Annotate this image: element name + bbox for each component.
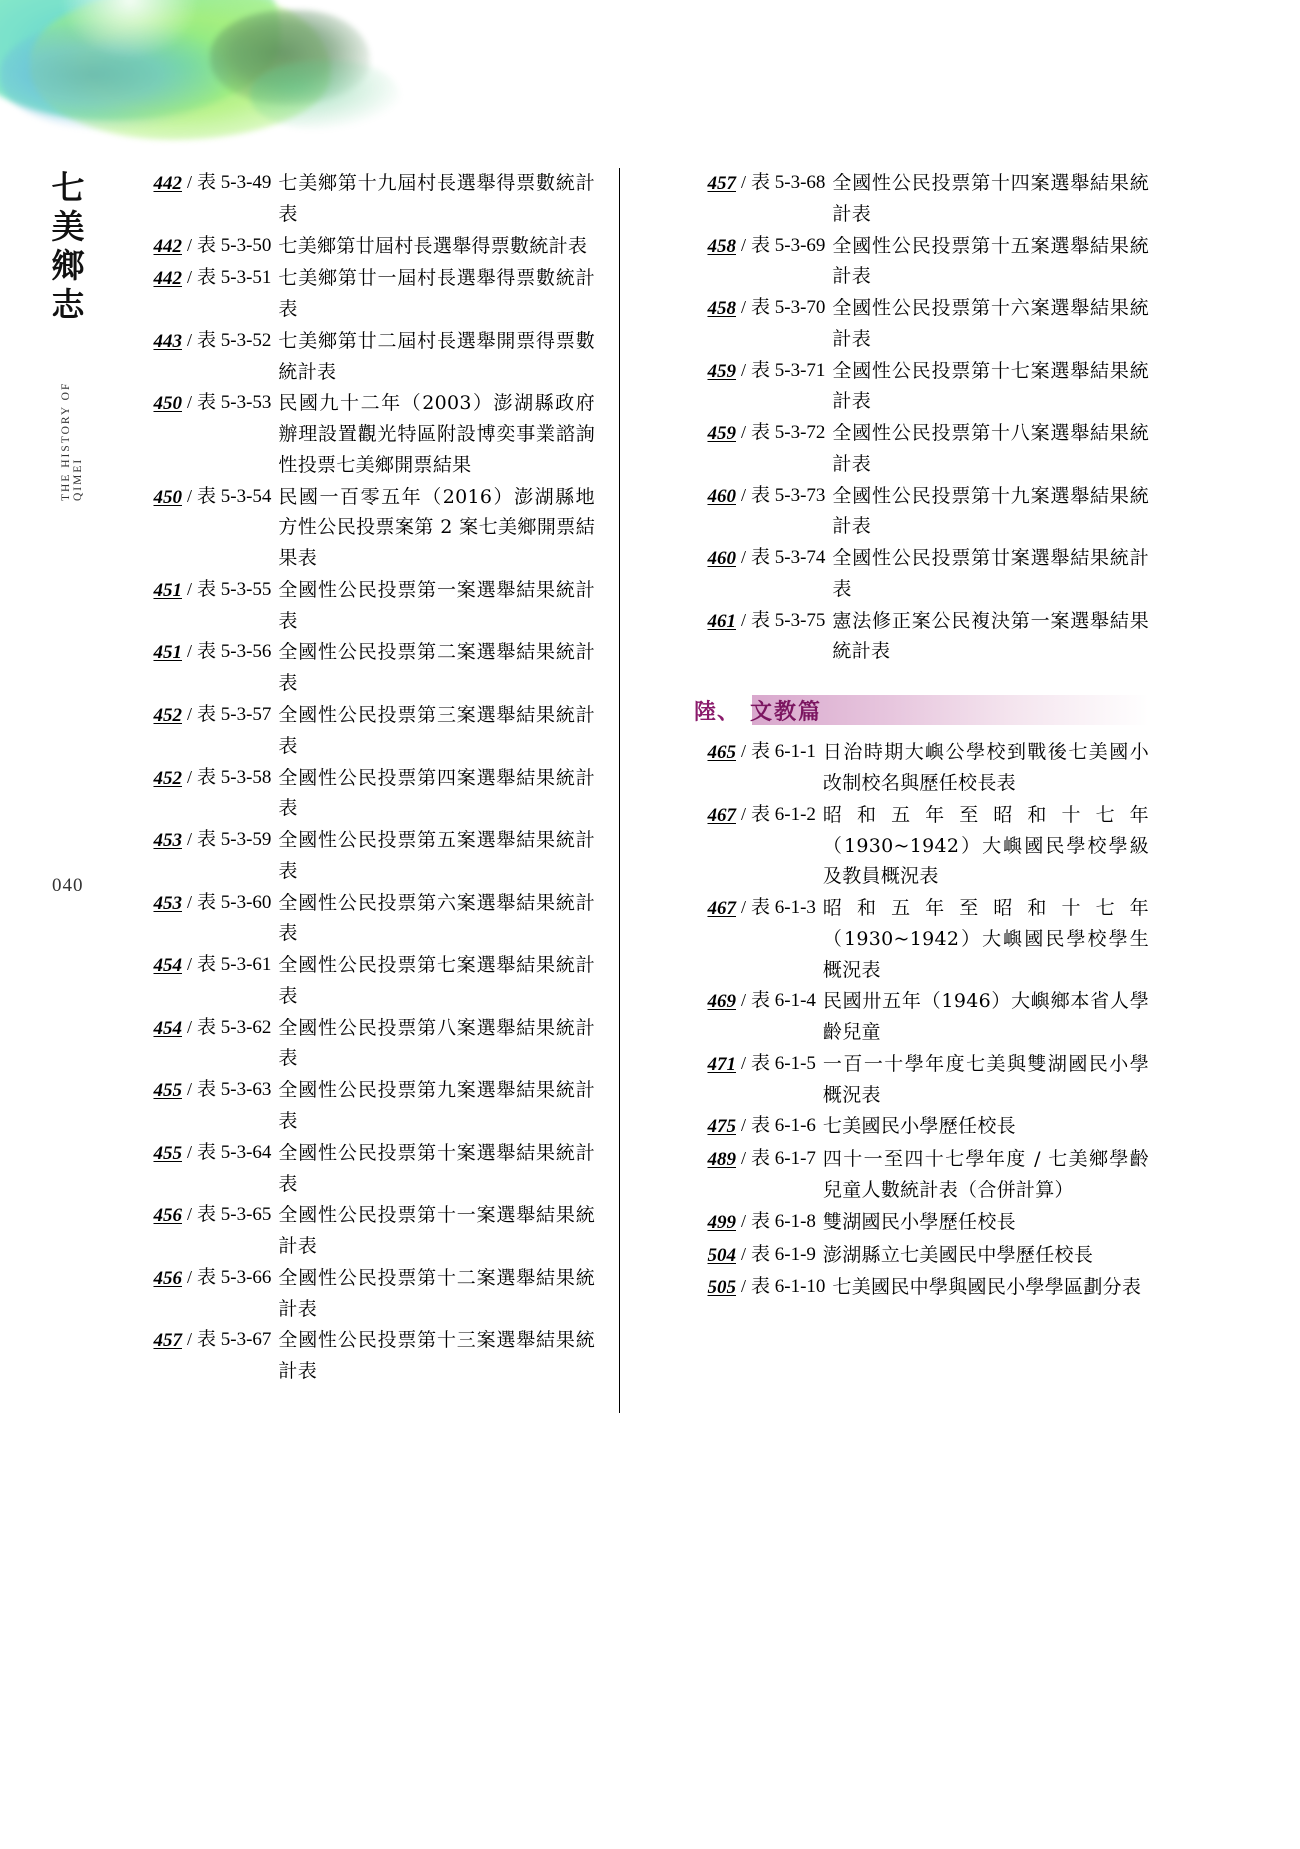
toc-entry[interactable]: [694, 543, 1149, 605]
toc-entry-slash: /: [187, 704, 193, 725]
toc-entry-number: 表 6-1-9: [751, 1243, 816, 1265]
toc-entry-slash: /: [741, 172, 747, 192]
toc-entry-page: 469: [707, 991, 736, 1013]
toc-entry-page: 450: [153, 486, 182, 508]
toc-entry-slash: /: [187, 234, 193, 255]
toc-entry[interactable]: [140, 231, 595, 263]
toc-entry-page: 452: [153, 767, 182, 789]
toc-entry-number: 表 5-3-72: [751, 422, 826, 444]
toc-entry-title: 全國性公民投票第十九案選舉結果統計表: [832, 484, 1149, 538]
toc-entry-number: 表 5-3-60: [197, 891, 272, 913]
toc-entry-slash: /: [741, 803, 747, 824]
toc-entry[interactable]: [694, 1111, 1149, 1143]
toc-entry-title: 全國性公民投票第十六案選舉結果統計表: [832, 297, 1149, 350]
toc-entry-page: 457: [153, 1330, 182, 1352]
book-title: 七美鄉志: [46, 170, 86, 326]
toc-entry-page: 499: [707, 1211, 736, 1233]
toc-entry-number: 表 6-1-2: [751, 803, 816, 825]
toc-entry-page: 458: [707, 298, 736, 320]
toc-entry-number: 表 5-3-53: [197, 392, 272, 414]
toc-entry[interactable]: [694, 481, 1149, 543]
toc-entry-title: 全國性公民投票第二案選舉結果統計表: [278, 641, 595, 695]
toc-entry-number: 表 5-3-66: [197, 1266, 272, 1288]
toc-entry-slash: /: [741, 484, 747, 505]
watercolor-blob-dark: [210, 10, 370, 105]
toc-entry[interactable]: [140, 1200, 595, 1262]
toc-entry-title: 全國性公民投票第十案選舉結果統計表: [278, 1141, 595, 1195]
toc-entry-number: 表 5-3-65: [197, 1204, 272, 1226]
toc-entry-slash: /: [741, 897, 747, 918]
book-subtitle: THE HISTORY OF QIMEI: [60, 381, 84, 501]
toc-entry-page: 454: [153, 955, 182, 977]
toc-entry-number: 表 6-1-10: [751, 1276, 826, 1298]
toc-entry-slash: /: [187, 1204, 193, 1225]
toc-entry-title: 昭和五年至昭和十七年（1930~1942）大嶼國民學校學生概況表: [822, 897, 1149, 981]
toc-entry-title: 全國性公民投票第八案選舉結果統計表: [278, 1016, 595, 1070]
toc-entry-number: 表 5-3-64: [197, 1141, 272, 1163]
section-heading-title: 文教篇: [750, 698, 823, 725]
section-heading: [694, 693, 1149, 727]
toc-entry[interactable]: [140, 1013, 595, 1075]
toc-entry-page: 455: [153, 1142, 182, 1164]
toc-entry-number: 表 6-1-6: [751, 1115, 816, 1137]
watercolor-blob-blue: [0, 20, 230, 130]
toc-entry-slash: /: [187, 485, 193, 506]
toc-entry-title: 全國性公民投票第三案選舉結果統計表: [278, 704, 595, 757]
toc-entry-page: 453: [153, 830, 182, 852]
toc-entry-page: 460: [707, 485, 736, 507]
toc-entry-number: 表 5-3-52: [197, 329, 272, 351]
toc-entry-slash: /: [741, 609, 747, 630]
toc-entry-page: 475: [707, 1116, 736, 1138]
toc-entry-title: 全國性公民投票第六案選舉結果統計表: [278, 891, 595, 945]
toc-entry-slash: /: [741, 547, 747, 568]
toc-entry-page: 504: [707, 1244, 736, 1266]
toc-entry[interactable]: [140, 482, 595, 574]
toc-entry-number: 表 5-3-68: [751, 172, 826, 193]
toc-entry-title: 民國卅五年（1946）大嶼鄉本省人學齡兒童: [822, 990, 1149, 1044]
toc-entry[interactable]: [140, 888, 595, 950]
toc-entry-slash: /: [741, 297, 747, 318]
toc-entry-page: 455: [153, 1080, 182, 1102]
toc-entry-page: 442: [153, 268, 182, 290]
toc-entry-slash: /: [187, 578, 193, 599]
toc-entry[interactable]: [140, 950, 595, 1012]
toc-entry-title: 全國性公民投票第十一案選舉結果統計表: [278, 1204, 595, 1258]
toc-entry-slash: /: [187, 766, 193, 787]
toc-entry-number: 表 5-3-49: [197, 172, 272, 193]
toc-entry[interactable]: [140, 326, 595, 388]
watercolor-blob-green: [30, 0, 330, 140]
toc-entry[interactable]: [140, 575, 595, 637]
section-heading-label: 陸、: [694, 698, 741, 725]
toc-entry-title: 全國性公民投票第七案選舉結果統計表: [278, 954, 595, 1007]
toc-entry-number: 表 5-3-70: [751, 297, 826, 319]
toc-entry-number: 表 5-3-55: [197, 578, 272, 600]
toc-entry-number: 表 5-3-71: [751, 359, 826, 381]
toc-entry[interactable]: [694, 1207, 1149, 1239]
watercolor-blob-white: [60, 0, 200, 60]
toc-entry-number: 表 6-1-1: [751, 741, 816, 763]
toc-entry-slash: /: [741, 741, 747, 762]
toc-entry-number: 表 6-1-8: [751, 1210, 816, 1232]
toc-entry-number: 表 5-3-75: [751, 609, 826, 631]
toc-entry-slash: /: [187, 891, 193, 912]
toc-entry-number: 表 5-3-58: [197, 766, 272, 788]
toc-entry[interactable]: [694, 737, 1149, 799]
toc-entry-slash: /: [187, 829, 193, 850]
toc-entry-number: 表 5-3-74: [751, 547, 826, 569]
toc-entry-title: 全國性公民投票第廿案選舉結果統計表: [832, 547, 1149, 600]
toc-entry-slash: /: [741, 990, 747, 1011]
toc-entry-number: 表 5-3-54: [197, 485, 272, 507]
toc-entry-slash: /: [187, 267, 193, 288]
toc-entry-slash: /: [741, 234, 747, 255]
toc-entry-title: 全國性公民投票第十四案選舉結果統計表: [832, 172, 1149, 225]
toc-entry-title: 七美鄉第廿屆村長選舉得票數統計表: [278, 234, 588, 257]
toc-entry-slash: /: [187, 392, 193, 413]
toc-entry-page: 489: [707, 1149, 736, 1171]
toc-entry-number: 表 5-3-73: [751, 484, 826, 506]
book-spine: [44, 170, 124, 501]
toc-entry[interactable]: [694, 893, 1149, 985]
toc-entry[interactable]: [140, 1138, 595, 1200]
toc-entry-page: 451: [153, 642, 182, 664]
toc-entry-page: 459: [707, 360, 736, 382]
toc-entry[interactable]: [694, 800, 1149, 892]
toc-entry-page: 467: [707, 804, 736, 826]
toc-entry-page: 471: [707, 1053, 736, 1075]
toc-entry[interactable]: [694, 1144, 1149, 1206]
toc-entry-number: 表 5-3-67: [197, 1329, 272, 1351]
toc-entry[interactable]: [140, 637, 595, 699]
toc-entry[interactable]: [140, 1325, 595, 1387]
toc-entry-title: 全國性公民投票第十七案選舉結果統計表: [832, 359, 1149, 413]
toc-entry-number: 表 6-1-4: [751, 990, 816, 1012]
toc-entry[interactable]: [694, 356, 1149, 418]
toc-entry-slash: /: [741, 1210, 747, 1231]
toc-entry[interactable]: [140, 263, 595, 325]
toc-entry-slash: /: [187, 172, 193, 192]
toc-entry-page: 505: [707, 1277, 736, 1299]
toc-entry-number: 表 5-3-59: [197, 829, 272, 851]
toc-entry[interactable]: [694, 1240, 1149, 1272]
toc-entry-title: 日治時期大嶼公學校到戰後七美國小改制校名與歷任校長表: [822, 741, 1149, 795]
toc-entry-number: 表 6-1-5: [751, 1052, 816, 1074]
toc-entry-page: 442: [153, 173, 182, 194]
toc-entry-page: 450: [153, 393, 182, 415]
toc-entry-page: 443: [153, 330, 182, 352]
toc-entry[interactable]: [694, 1272, 1149, 1304]
toc-column-left: [140, 168, 595, 1458]
toc-entry[interactable]: [694, 168, 1149, 230]
toc-entry-title: 七美鄉第廿一屆村長選舉得票數統計表: [278, 267, 595, 321]
toc-entry-slash: /: [741, 422, 747, 443]
toc-entry-title: 七美鄉第十九屆村長選舉得票數統計表: [278, 172, 595, 225]
toc-entry-slash: /: [741, 1276, 747, 1297]
toc-entry-title: 澎湖縣立七美國民中學歷任校長: [822, 1243, 1094, 1266]
toc-entry-page: 458: [707, 235, 736, 257]
toc-entry-page: 465: [707, 742, 736, 764]
toc-entry-title: 全國性公民投票第十八案選舉結果統計表: [832, 422, 1149, 475]
toc-entry-title: 全國性公民投票第五案選舉結果統計表: [278, 829, 595, 882]
toc-entry-slash: /: [187, 954, 193, 975]
toc-entry-number: 表 5-3-63: [197, 1079, 272, 1101]
toc-entry-slash: /: [741, 1052, 747, 1073]
toc-entry-title: 七美國民中學與國民小學學區劃分表: [832, 1276, 1142, 1299]
toc-entry-page: 456: [153, 1205, 182, 1227]
toc-entry[interactable]: [140, 388, 595, 480]
toc-columns: [140, 168, 1150, 1458]
toc-entry[interactable]: [694, 986, 1149, 1048]
toc-entry-number: 表 5-3-61: [197, 954, 272, 976]
toc-entry-page: 467: [707, 898, 736, 920]
watercolor-blob-spray: [250, 60, 400, 130]
toc-entry-slash: /: [187, 1329, 193, 1350]
toc-entry-title: 一百一十學年度七美與雙湖國民小學概況表: [822, 1052, 1149, 1106]
page-number: 040: [52, 875, 84, 896]
toc-entry-title: 全國性公民投票第十二案選舉結果統計表: [278, 1266, 595, 1320]
toc-entry-title: 全國性公民投票第一案選舉結果統計表: [278, 578, 595, 632]
toc-entry-page: 452: [153, 705, 182, 727]
toc-entry[interactable]: [140, 1075, 595, 1137]
toc-entry[interactable]: [140, 700, 595, 762]
toc-entry-page: 454: [153, 1017, 182, 1039]
toc-entry-title: 民國一百零五年（2016）澎湖縣地方性公民投票案第 2 案七美鄉開票結果表: [278, 485, 595, 570]
toc-entry-title: 七美鄉第廿二屆村長選舉開票得票數統計表: [278, 329, 595, 383]
toc-entry-number: 表 6-1-7: [751, 1148, 816, 1170]
toc-entry-slash: /: [187, 1016, 193, 1037]
toc-entry-title: 憲法修正案公民複決第一案選舉結果統計表: [832, 609, 1149, 663]
toc-entry-page: 461: [707, 610, 736, 632]
toc-entry-number: 表 5-3-56: [197, 641, 272, 663]
toc-entry[interactable]: [694, 1049, 1149, 1111]
toc-entry-number: 表 5-3-62: [197, 1016, 272, 1038]
toc-entry-page: 453: [153, 892, 182, 914]
toc-entry-title: 全國性公民投票第四案選舉結果統計表: [278, 766, 595, 820]
toc-entry-title: 四十一至四十七學年度 / 七美鄉學齡兒童人數統計表（合併計算）: [822, 1148, 1149, 1201]
toc-entry-title: 雙湖國民小學歷任校長: [822, 1210, 1016, 1233]
toc-entry-number: 表 5-3-69: [751, 234, 826, 256]
column-divider: [619, 168, 620, 1413]
toc-entry-slash: /: [741, 1148, 747, 1169]
toc-entry-slash: /: [187, 1141, 193, 1162]
toc-entry-title: 民國九十二年（2003）澎湖縣政府辦理設置觀光特區附設博奕事業諮詢性投票七美鄉開票結果: [278, 392, 595, 476]
toc-entry[interactable]: [140, 763, 595, 825]
toc-entry-title: 全國性公民投票第十五案選舉結果統計表: [832, 234, 1149, 288]
toc-entry-page: 457: [707, 173, 736, 194]
toc-entry[interactable]: [694, 231, 1149, 293]
toc-entry[interactable]: [140, 825, 595, 887]
toc-entry-slash: /: [187, 329, 193, 350]
toc-entry-page: 456: [153, 1267, 182, 1289]
toc-entry[interactable]: [694, 293, 1149, 355]
toc-entry-title: 昭和五年至昭和十七年（1930~1942）大嶼國民學校學級及教員概況表: [822, 803, 1149, 888]
toc-entry-page: 459: [707, 423, 736, 445]
toc-entry-number: 表 5-3-50: [197, 234, 272, 256]
toc-entry-page: 460: [707, 548, 736, 570]
toc-entry[interactable]: [140, 1263, 595, 1325]
toc-entry-slash: /: [187, 1266, 193, 1287]
toc-entry[interactable]: [140, 168, 595, 230]
toc-entry[interactable]: [694, 606, 1149, 668]
toc-entry-title: 全國性公民投票第九案選舉結果統計表: [278, 1079, 595, 1132]
toc-entry-number: 表 6-1-3: [751, 897, 816, 919]
toc-entry-number: 表 5-3-57: [197, 704, 272, 726]
toc-entry-slash: /: [741, 359, 747, 380]
toc-entry[interactable]: [694, 418, 1149, 480]
toc-entry-page: 451: [153, 579, 182, 601]
watercolor-decoration: [0, 0, 420, 175]
toc-entry-slash: /: [741, 1115, 747, 1136]
toc-entry-title: 全國性公民投票第十三案選舉結果統計表: [278, 1329, 595, 1383]
toc-entry-slash: /: [187, 641, 193, 662]
toc-entry-slash: /: [741, 1243, 747, 1264]
toc-column-right: [644, 168, 1149, 1458]
toc-entry-title: 七美國民小學歷任校長: [822, 1115, 1016, 1138]
watercolor-blob-teal: [0, 0, 280, 120]
toc-entry-page: 442: [153, 235, 182, 257]
toc-entry-slash: /: [187, 1079, 193, 1100]
toc-entry-number: 表 5-3-51: [197, 267, 272, 289]
